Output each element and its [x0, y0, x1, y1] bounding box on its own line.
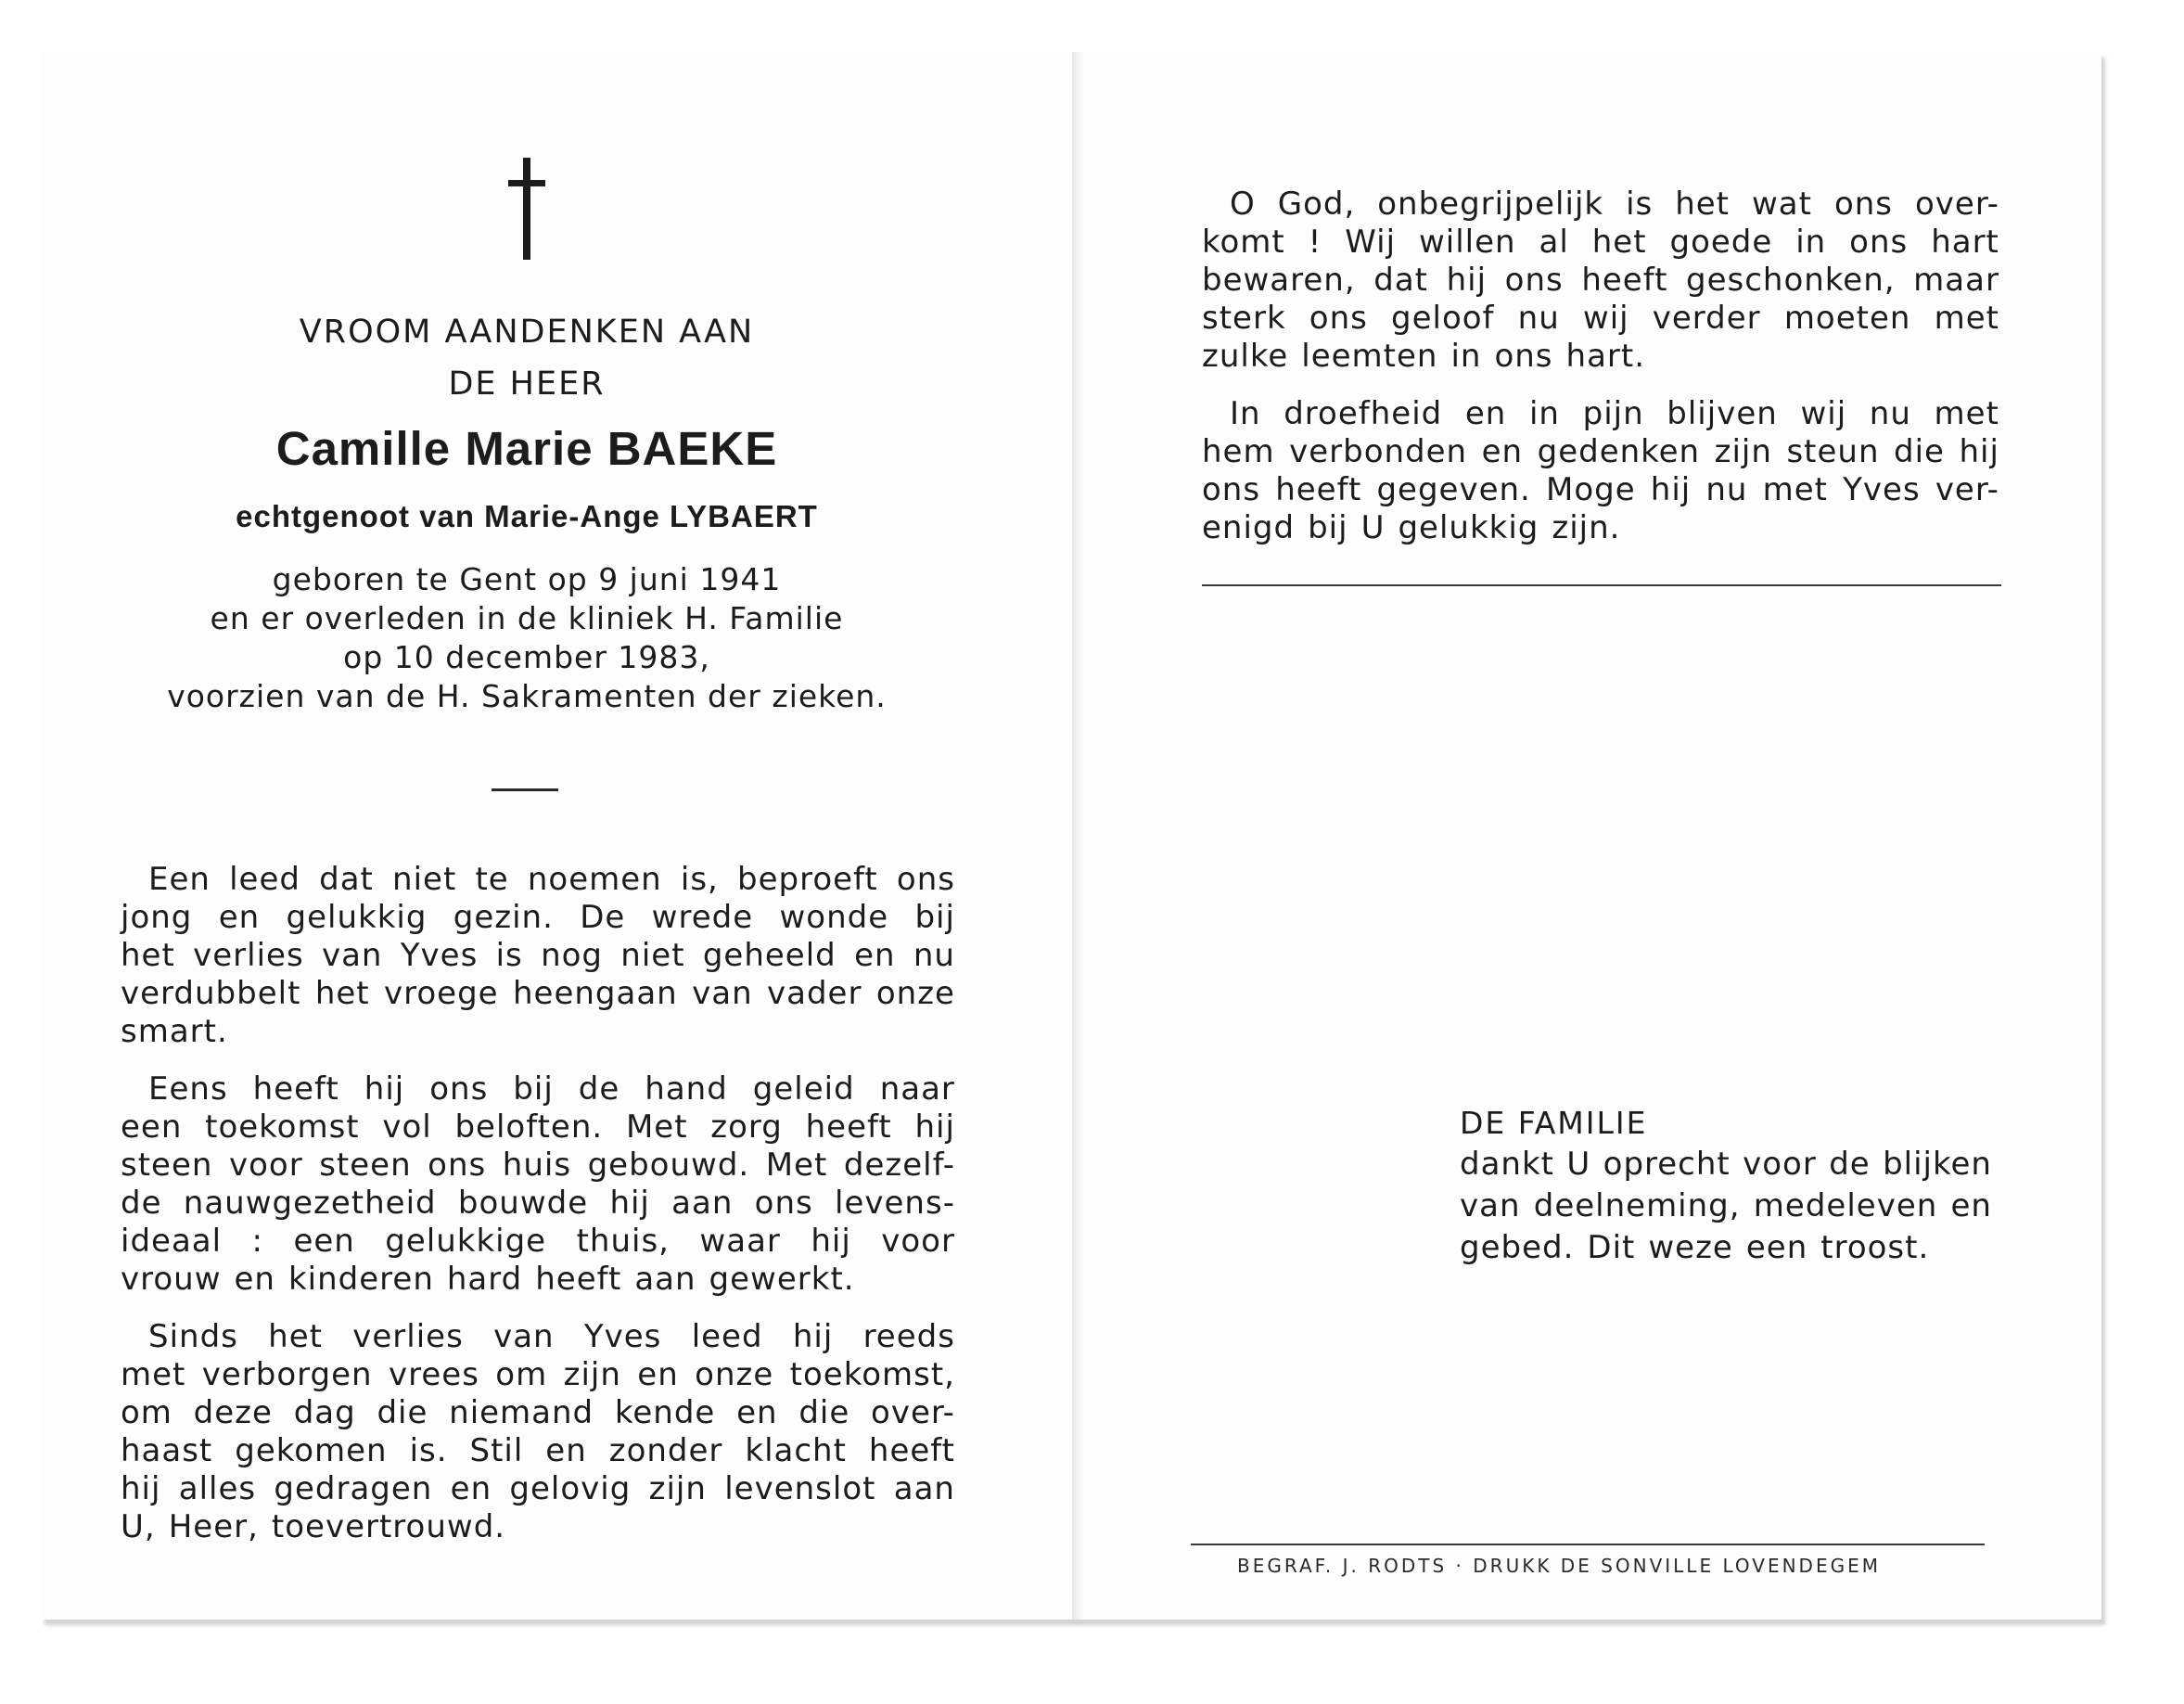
- family-thanks: [1460, 1102, 1992, 1269]
- heading-line-2: DE HEER: [448, 365, 606, 403]
- text-line: U, Heer, toevertrouwd.: [121, 1508, 506, 1545]
- paragraph: [121, 1318, 955, 1546]
- text-line: gebed. Dit weze een troost.: [1460, 1229, 1930, 1266]
- text-line: de nauwgezetheid bouwde hij aan ons levens-: [121, 1185, 955, 1222]
- divider: [1191, 1544, 1985, 1545]
- detail-line: en er overleden in de kliniek H. Familie: [210, 600, 844, 636]
- text-line: verdubbelt het vroege heengaan van vader onze: [121, 975, 955, 1012]
- text-line: steen voor steen ons huis gebouwd. Met dezelf-: [121, 1147, 955, 1184]
- deceased-name: Camille Marie BAEKE: [275, 422, 778, 475]
- left-body-text: [121, 861, 955, 1566]
- detail-line: geboren te Gent op 9 juni 1941: [272, 561, 782, 597]
- paragraph: [1202, 186, 1999, 376]
- text-line: bewaren, dat hij ons heeft geschonken, maar: [1202, 262, 1999, 299]
- text-line: zulke leemten in ons hart.: [1202, 338, 1646, 375]
- right-body-text: [1202, 186, 1999, 567]
- text-line: ideaal : een gelukkige thuis, waar hij voor: [121, 1223, 955, 1260]
- text-line: ons heeft gegeven. Moge hij nu met Yves ver-: [1202, 471, 1999, 508]
- detail-line: op 10 december 1983,: [343, 639, 710, 675]
- family-title: DE FAMILIE: [1460, 1105, 1648, 1141]
- text-line: In droefheid en in pijn blijven wij nu met: [1230, 395, 1999, 432]
- latin-cross-icon: [508, 158, 545, 260]
- paragraph: [121, 861, 955, 1051]
- heading-line-1: VROOM AANDENKEN AAN: [299, 314, 755, 351]
- text-line: hij alles gedragen en gelovig zijn levenslot aan: [121, 1470, 955, 1507]
- text-line: Sinds het verlies van Yves leed hij reeds: [148, 1318, 955, 1355]
- text-line: hem verbonden en gedenken zijn steun die hij: [1202, 433, 1999, 470]
- text-line: smart.: [121, 1013, 228, 1050]
- divider: [1202, 584, 2001, 586]
- text-line: vrouw en kinderen hard heeft aan gewerkt.: [121, 1261, 855, 1298]
- spouse-line: echtgenoot van Marie-Ange LYBAERT: [236, 499, 818, 533]
- text-line: met verborgen vrees om zijn en onze toekomst,: [121, 1356, 955, 1393]
- text-line: O God, onbegrijpelijk is het wat ons over-: [1230, 186, 1999, 223]
- text-line: komt ! Wij willen al het goede in ons hart: [1202, 224, 1999, 261]
- divider: [492, 788, 558, 791]
- text-line: een toekomst vol beloften. Met zorg heeft hij: [121, 1108, 955, 1146]
- text-line: Eens heeft hij ons bij de hand geleid naar: [148, 1070, 955, 1108]
- text-line: haast gekomen is. Stil en zonder klacht heeft: [121, 1432, 955, 1469]
- printer-credit: BEGRAF. J. RODTS · DRUKK DE SONVILLE LOVENDEGEM: [1237, 1555, 1881, 1577]
- text-line: het verlies van Yves is nog niet geheeld en nu: [121, 937, 955, 974]
- text-line: jong en gelukkig gezin. De wrede wonde bij: [121, 899, 955, 936]
- text-line: Een leed dat niet te noemen is, beproeft ons: [148, 861, 955, 898]
- paragraph: [121, 1070, 955, 1299]
- paragraph: [1202, 395, 1999, 547]
- detail-line: voorzien van de H. Sakramenten der zieken.: [167, 678, 887, 714]
- text-line: enigd bij U gelukkig zijn.: [1202, 509, 1621, 546]
- text-line: dankt U oprecht voor de blijken: [1460, 1146, 1992, 1183]
- text-line: om deze dag die niemand kende en die over-: [121, 1394, 955, 1431]
- text-line: sterk ons geloof nu wij verder moeten met: [1202, 300, 1999, 337]
- card-fold: [1072, 52, 1083, 1620]
- text-line: van deelneming, medeleven en: [1460, 1187, 1992, 1224]
- birth-death-details: [167, 560, 887, 716]
